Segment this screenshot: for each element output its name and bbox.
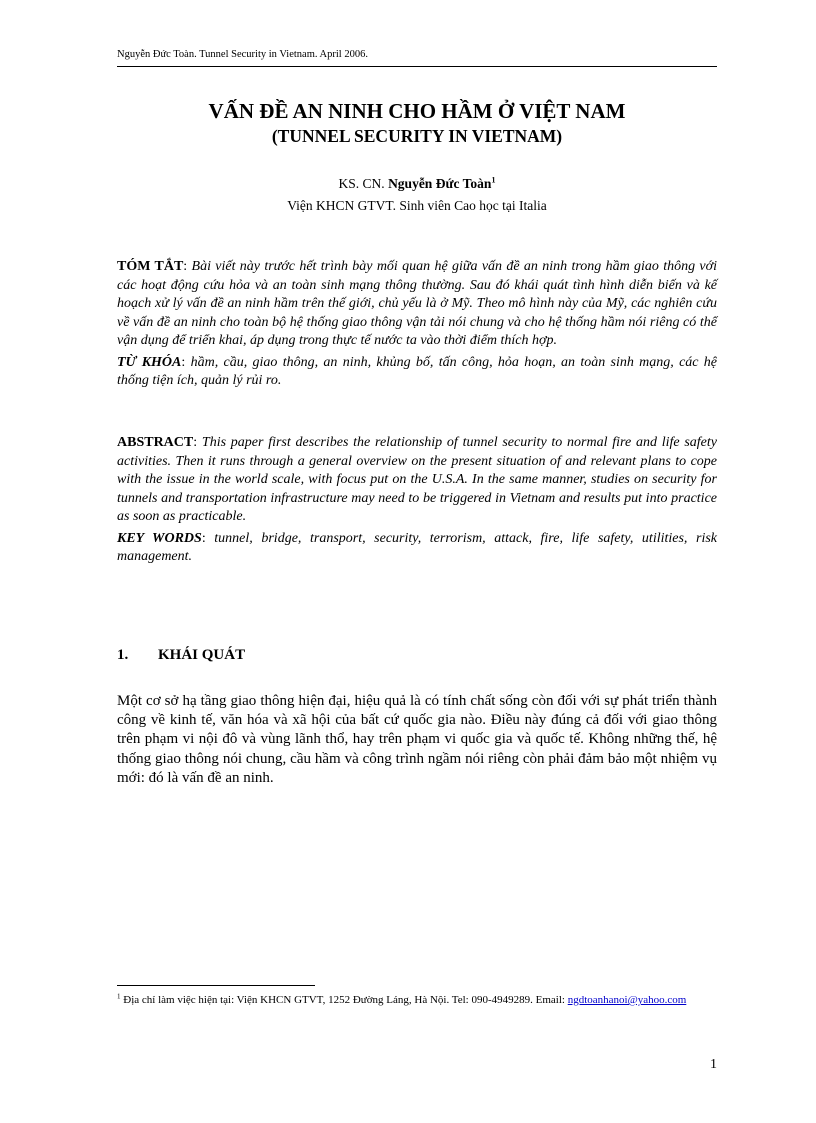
title-block (117, 98, 717, 148)
section-heading (117, 645, 245, 665)
header-rule (117, 66, 717, 67)
author-block (117, 173, 717, 217)
abstract-vi-paragraph: TÓM TẮT: Bài viết này trước hết trình bày mối quan hệ giữa vấn đề an ninh trong hầm giao thông với các hoạt động cứu hỏa và an toàn sinh mạng thông thường. Sau đó khái quát tình hình diễn biến và kế hoạch xử lý vấn đề an ninh hầm trên thế giới, chủ yếu là ở Mỹ. Theo mô hình này của Mỹ, các nghiên cứu về vấn đề an ninh cho toàn bộ hệ thống giao thông vận tải nói chung và cho hệ thống hầm nói riêng có thể vận dụng để triển khai, áp dụng trong thực tế nước ta vào thời điểm thích hợp. (117, 259, 718, 348)
footnote-email-link[interactable]: ngdtoanhanoi@yahoo.com (567, 994, 687, 1006)
footnote-text: Địa chỉ làm việc hiện tại: Viện KHCN GTVT, 1252 Đường Láng, Hà Nội. Tel: 090-4949289. Email: (123, 994, 565, 1006)
section-title: KHÁI QUÁT (158, 647, 246, 663)
abstract-vietnamese (117, 258, 717, 391)
author-footnote-mark: 1 (491, 175, 496, 185)
running-header: Nguyễn Đức Toàn. Tunnel Security in Vietnam. April 2006. (117, 49, 368, 60)
abstract-en-paragraph: ABSTRACT: This paper first describes the relationship of tunnel security to normal fire and life safety activities. Then it runs through a general overview on the present situation of and relevant plans to cope with the issue in the world scale, with focus put on the U.S.A. In the same manner, studies on security for tunnels and transportation infrastructure may need to be triggered in Vietnam and results put into practice as soon as practicable. (117, 435, 718, 524)
footnote-rule (117, 985, 315, 986)
abstract-en-text: This paper first describes the relationship of tunnel security to normal fire and life safety activities. Then it runs through a general overview on the present situation of and relevant plans to cope with the issue in the world scale, with focus put on the U.S.A. In the same manner, studies on security for tunnels and transportation infrastructure may need to be triggered in Vietnam and results put into practice as soon as practicable. (117, 435, 718, 524)
keywords-en-text: tunnel, bridge, transport, security, terrorism, attack, fire, life safety, utilities, risk management. (117, 530, 717, 564)
abstract-vi-text: Bài viết này trước hết trình bày mối quan hệ giữa vấn đề an ninh trong hầm giao thông với các hoạt động cứu hỏa và an toàn sinh mạng thông thường. Sau đó khái quát tình hình diễn biến và kế hoạch xử lý vấn đề an ninh hầm trên thế giới, chủ yếu là ở Mỹ. Theo mô hình này của Mỹ, các nghiên cứu về vấn đề an ninh cho toàn bộ hệ thống giao thông vận tải nói chung và cho hệ thống hầm nói riêng có thể vận dụng để triển khai, áp dụng trong thực tế nước ta vào thời điểm thích hợp. (117, 259, 718, 348)
author-line (117, 173, 717, 195)
footnote-mark: 1 (117, 992, 121, 1001)
abstract-en-label: ABSTRACT (117, 435, 194, 450)
keywords-vi-label: TỪ KHÓA (117, 354, 182, 370)
author-prefix: KS. CN. (338, 176, 385, 191)
keywords-vi-text: hầm, cầu, giao thông, an ninh, khủng bố, tấn công, hỏa hoạn, an toàn sinh mạng, các hệ thống tiện ích, quản lý rủi ro. (117, 354, 718, 388)
footnote (117, 993, 717, 1008)
page-number: 1 (710, 1057, 717, 1072)
section-number: 1. (117, 647, 129, 663)
title-english: (TUNNEL SECURITY IN VIETNAM) (271, 126, 563, 146)
author-name: Nguyễn Đức Toàn (388, 176, 492, 191)
keywords-en-paragraph: KEY WORDS: tunnel, bridge, transport, security, terrorism, attack, fire, life safety, utilities, risk management. (117, 530, 717, 564)
abstract-vi-label: TÓM TẮT (117, 259, 184, 274)
author-affiliation: Viện KHCN GTVT. Sinh viên Cao học tại Italia (287, 198, 547, 213)
keywords-en-label: KEY WORDS (117, 530, 202, 546)
body-paragraph: Một cơ sở hạ tầng giao thông hiện đại, hiệu quả là có tính chất sống còn đối với sự phát triển thành công về kinh tế, văn hóa và xã hội của bất cứ quốc gia nào. Điều này đúng cả đối với giao thông trên phạm vi nội đô và vùng lãnh thổ, hay trên phạm vi quốc gia và quốc tế. Không những thế, hệ thống giao thông nói chung, cầu hầm và công trình ngầm nói riêng còn phải đảm bảo một nhiệm vụ mới: đó là vấn đề an ninh. (117, 693, 717, 786)
abstract-english (117, 434, 717, 567)
title-vietnamese: VẤN ĐỀ AN NINH CHO HẦM Ở VIỆT NAM (208, 99, 626, 123)
keywords-vi-paragraph: TỪ KHÓA: hầm, cầu, giao thông, an ninh, khủng bố, tấn công, hỏa hoạn, an toàn sinh mạng, các hệ thống tiện ích, quản lý rủi ro. (117, 354, 718, 388)
